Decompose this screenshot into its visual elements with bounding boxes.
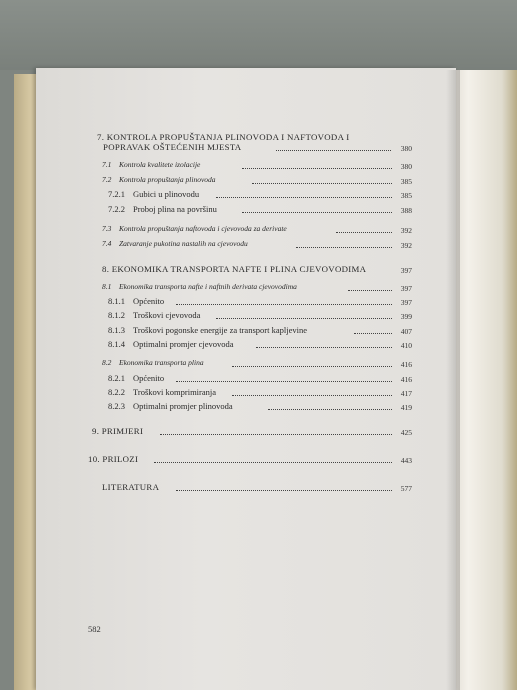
leader-dots <box>354 325 392 334</box>
leader-dots <box>242 160 392 169</box>
leader-dots <box>256 339 392 348</box>
spine-shadow <box>446 70 460 690</box>
leader-dots <box>232 358 392 367</box>
leader-dots <box>176 482 392 491</box>
leader-dots <box>276 142 391 151</box>
background <box>0 0 517 70</box>
leader-dots <box>216 310 392 319</box>
leader-dots <box>336 224 392 233</box>
leader-dots <box>176 296 392 305</box>
leader-dots <box>348 282 392 291</box>
leader-dots <box>216 189 392 198</box>
leader-dots <box>296 239 392 248</box>
leader-dots <box>232 387 392 396</box>
facing-page <box>456 70 517 690</box>
leader-dots <box>252 175 392 184</box>
page-number: 582 <box>88 624 101 634</box>
leader-dots <box>176 373 392 382</box>
leader-dots <box>242 204 392 213</box>
book-page: 7. KONTROLA PROPUŠTANJA PLINOVODA I NAFTOVODA I POPRAVAK OŠTEĆENIH MJESTA 380 7.1 Kontrola kvalitete izolacije 380 7.2 Kontrola propuštanja plinovoda 385 7.2.1 Gubici u plinovodu 385 7.2.2 Proboj plina na površinu 388 7.3 Kontrola propuštanja naftovoda i cjevovoda za derivate 392 7.4 Zatvaranje pukotina nastalih na cjevovodu 392 8. EKONOMIKA TRANSPORTA NAFTE I PLINA CJEVOVODIMA 397 8.1 Ekonomika transporta nafte i naftnih derivata cjevovodima 397 8.1.1 Općenito 397 8.1.2 Troškovi cjevovoda 399 8.1.3 Troškovi pogonske energije za transport kapljevine 407 8.1.4 Optimalni promjer cjevovoda 410 8.2 Ekonomika transporta plina 416 8.2.1 Općenito 416 8.2.2 Troškovi komprimiranja 417 8.2.3 Optimalni promjer plinovoda 419 9. PRIMJERI 425 10. PRILOZI 443 LITERATURA 577 582 <box>36 68 456 690</box>
toc-chapter-7-line2: POPRAVAK OŠTEĆENIH MJESTA <box>103 142 242 152</box>
leader-dots <box>268 401 392 410</box>
leader-dots <box>160 426 392 435</box>
leader-dots <box>154 454 392 463</box>
